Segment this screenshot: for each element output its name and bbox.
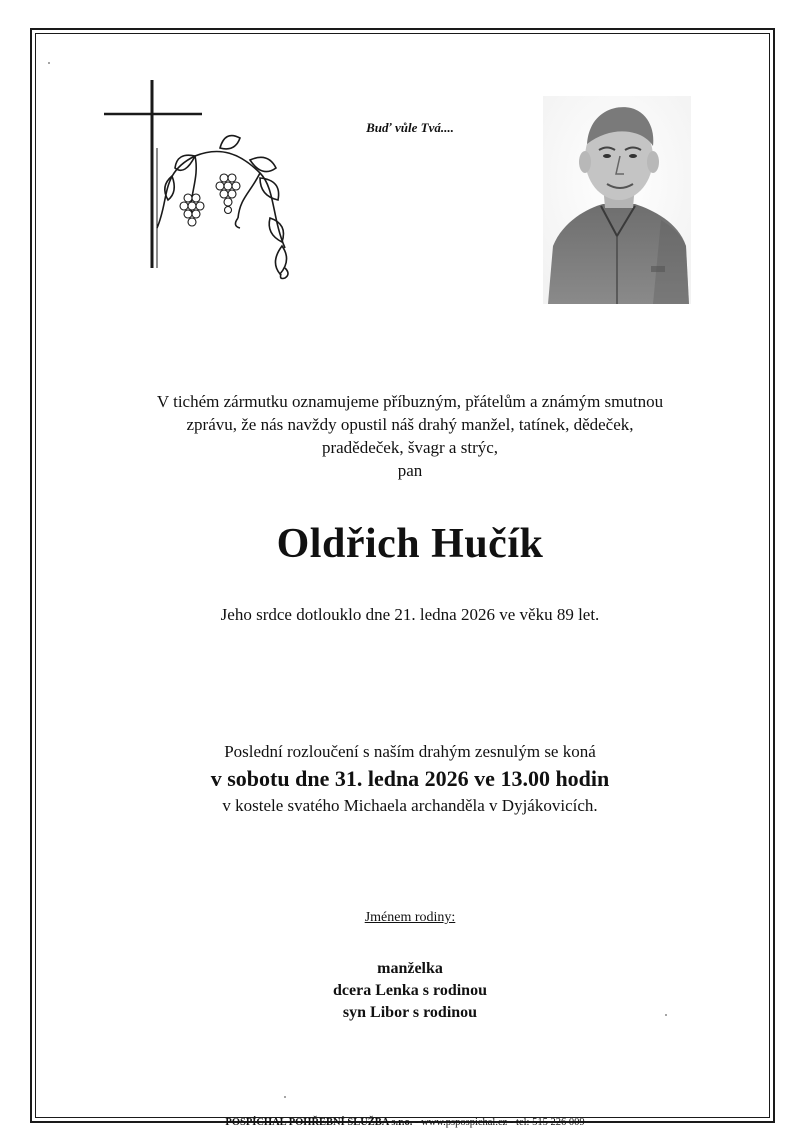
farewell-location: v kostele svatého Michaela archanděla v Dyjákovicích. (222, 796, 598, 815)
scan-speck (284, 1096, 286, 1098)
deceased-name: Oldřich Hučík (276, 521, 544, 567)
footer-contact: - www.pspospichal.cz - tel: 515 226 009 (412, 1117, 585, 1128)
cross-with-grapevine-icon (100, 78, 300, 293)
footer-company: POSPÍCHAL POHŘEBNÍ SLUŽBA s.r.o. (225, 1117, 413, 1128)
announcement-text (60, 390, 760, 482)
family-member: manželka (377, 960, 443, 977)
footer (60, 1117, 750, 1128)
family-members (60, 958, 760, 1024)
portrait-photo (543, 96, 691, 304)
intro-line: V tichém zármutku oznamujeme příbuzným, přátelům a známým smutnou (156, 392, 664, 411)
family-member: syn Libor s rodinou (342, 1004, 478, 1021)
farewell-details (60, 740, 760, 818)
death-notice: Jeho srdce dotlouklo dne 21. ledna 2026 ve věku 89 let. (220, 605, 600, 624)
intro-line: zprávu, že nás navždy opustil náš drahý manžel, tatínek, dědeček, (186, 415, 634, 434)
intro-line: pan (397, 461, 423, 480)
farewell-intro: Poslední rozloučení s naším drahým zesnulým se koná (224, 742, 596, 761)
farewell-date-time: v sobotu dne 31. ledna 2026 ve 13.00 hodin (210, 766, 610, 791)
scan-speck (665, 1014, 667, 1016)
family-member: dcera Lenka s rodinou (333, 982, 487, 999)
scan-speck (48, 62, 50, 64)
intro-line: pradědeček, švagr a strýc, (321, 438, 499, 457)
family-heading: Jménem rodiny: (364, 910, 456, 925)
motto: Buď vůle Tvá.... (366, 120, 454, 135)
